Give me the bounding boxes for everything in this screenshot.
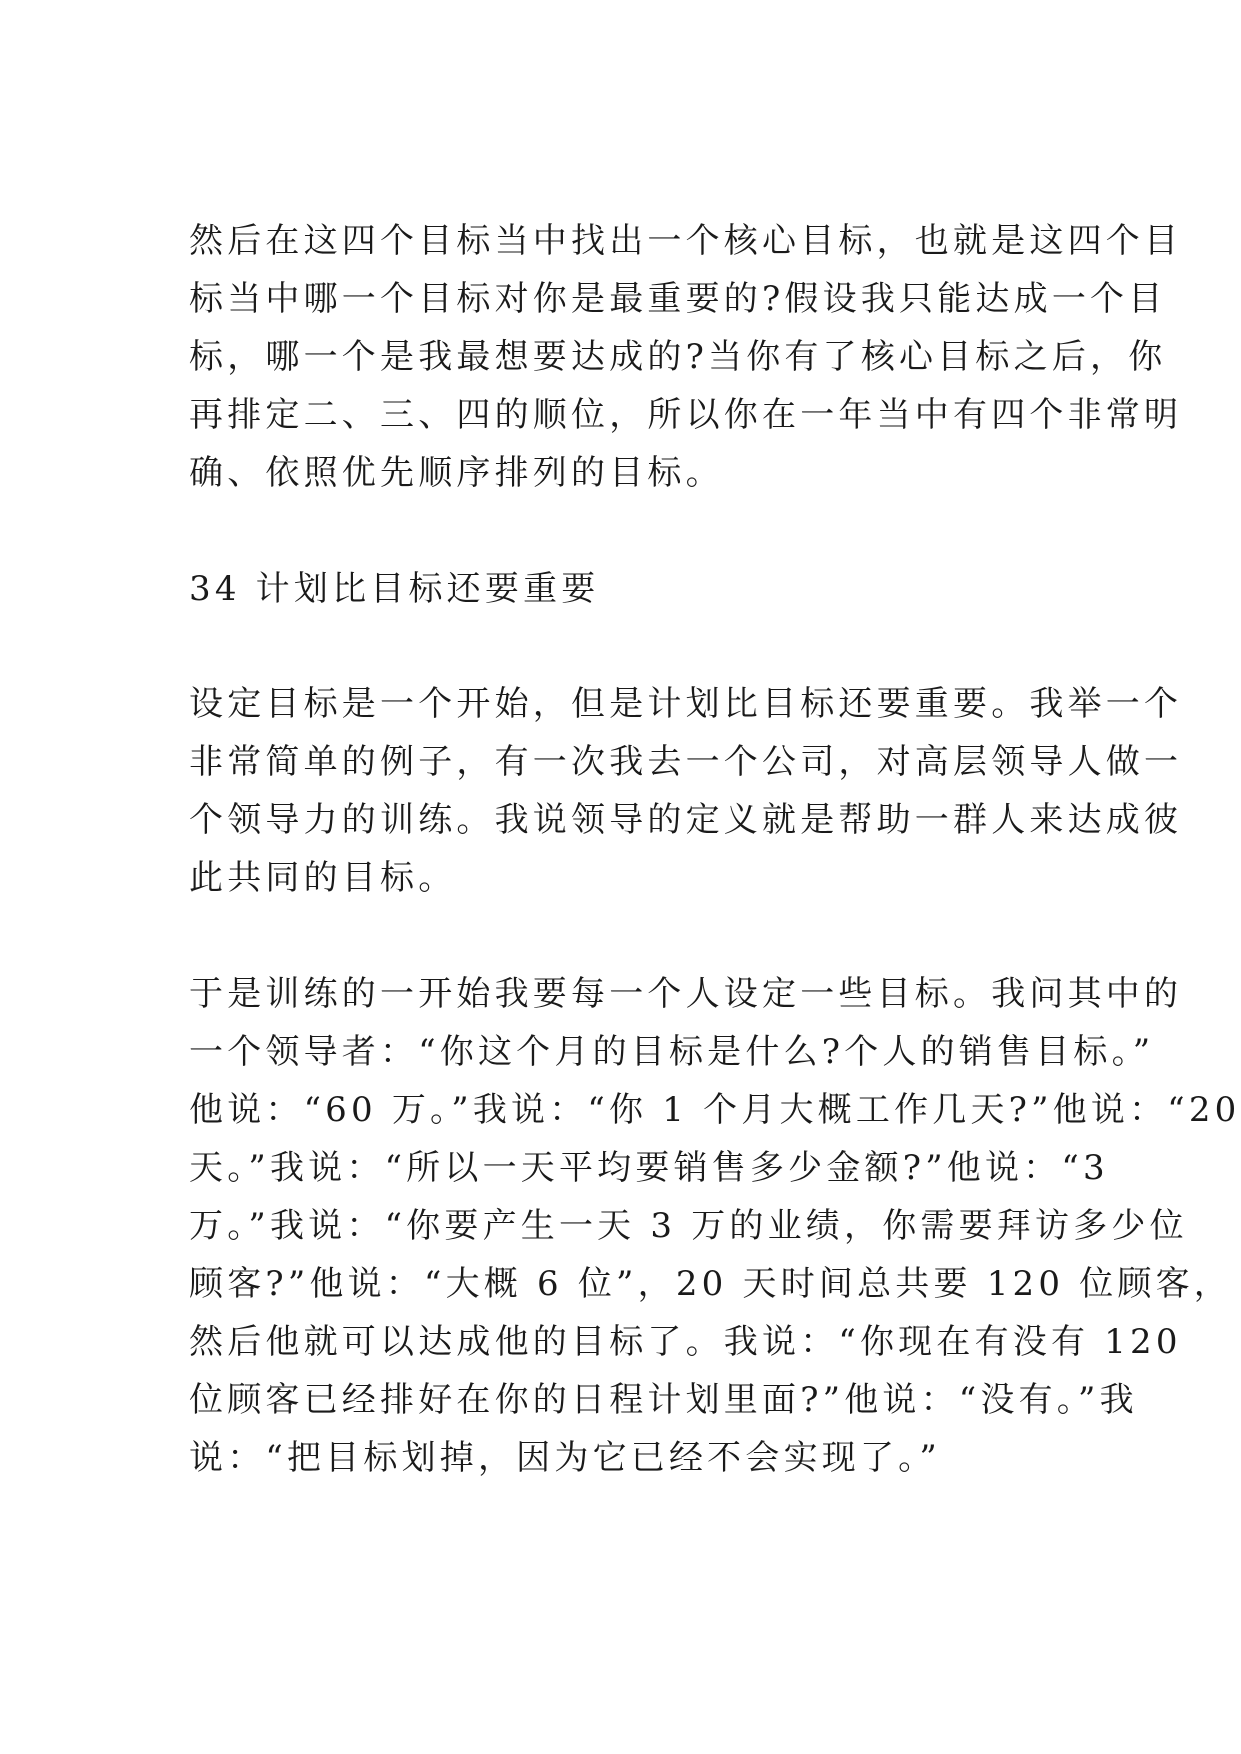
paragraph-line: 非常简单的例子，有一次我去一个公司，对高层领导人做一: [189, 742, 1183, 782]
paragraph-line: 此共同的目标。: [189, 858, 457, 898]
paragraph-line: 说：“把目标划掉，因为它已经不会实现了。”: [189, 1438, 941, 1478]
paragraph-line: 标当中哪一个目标对你是最重要的?假设我只能达成一个目: [189, 279, 1167, 319]
paragraph-line: 确、依照优先顺序排列的目标。: [189, 453, 724, 493]
paragraph-line: 个领导力的训练。我说领导的定义就是帮助一群人来达成彼: [189, 800, 1183, 840]
paragraph-line: 设定目标是一个开始，但是计划比目标还要重要。我举一个: [189, 684, 1183, 724]
paragraph-line: 万。”我说：“你要产生一天 3 万的业绩，你需要拜访多少位: [189, 1206, 1188, 1246]
paragraph-line: 于是训练的一开始我要每一个人设定一些目标。我问其中的: [189, 974, 1183, 1014]
paragraph-line: 他说：“60 万。”我说：“你 1 个月大概工作几天?”他说：“20: [189, 1090, 1241, 1130]
paragraph-line: 天。”我说：“所以一天平均要销售多少金额?”他说：“3: [189, 1148, 1109, 1188]
section-heading: 34 计划比目标还要重要: [189, 569, 600, 609]
paragraph-line: 顾客?”他说：“大概 6 位”，20 天时间总共要 120 位顾客，: [189, 1264, 1233, 1304]
paragraph-line: 再排定二、三、四的顺位，所以你在一年当中有四个非常明: [189, 395, 1183, 435]
paragraph-line: 标，哪一个是我最想要达成的?当你有了核心目标之后，你: [189, 337, 1167, 377]
paragraph-line: 一个领导者：“你这个月的目标是什么?个人的销售目标。”: [189, 1032, 1155, 1072]
paragraph-line: 然后他就可以达成他的目标了。我说：“你现在有没有 120: [189, 1322, 1182, 1362]
paragraph-line: 然后在这四个目标当中找出一个核心目标，也就是这四个目: [189, 221, 1183, 261]
paragraph-line: 位顾客已经排好在你的日程计划里面?”他说：“没有。”我: [189, 1380, 1138, 1420]
